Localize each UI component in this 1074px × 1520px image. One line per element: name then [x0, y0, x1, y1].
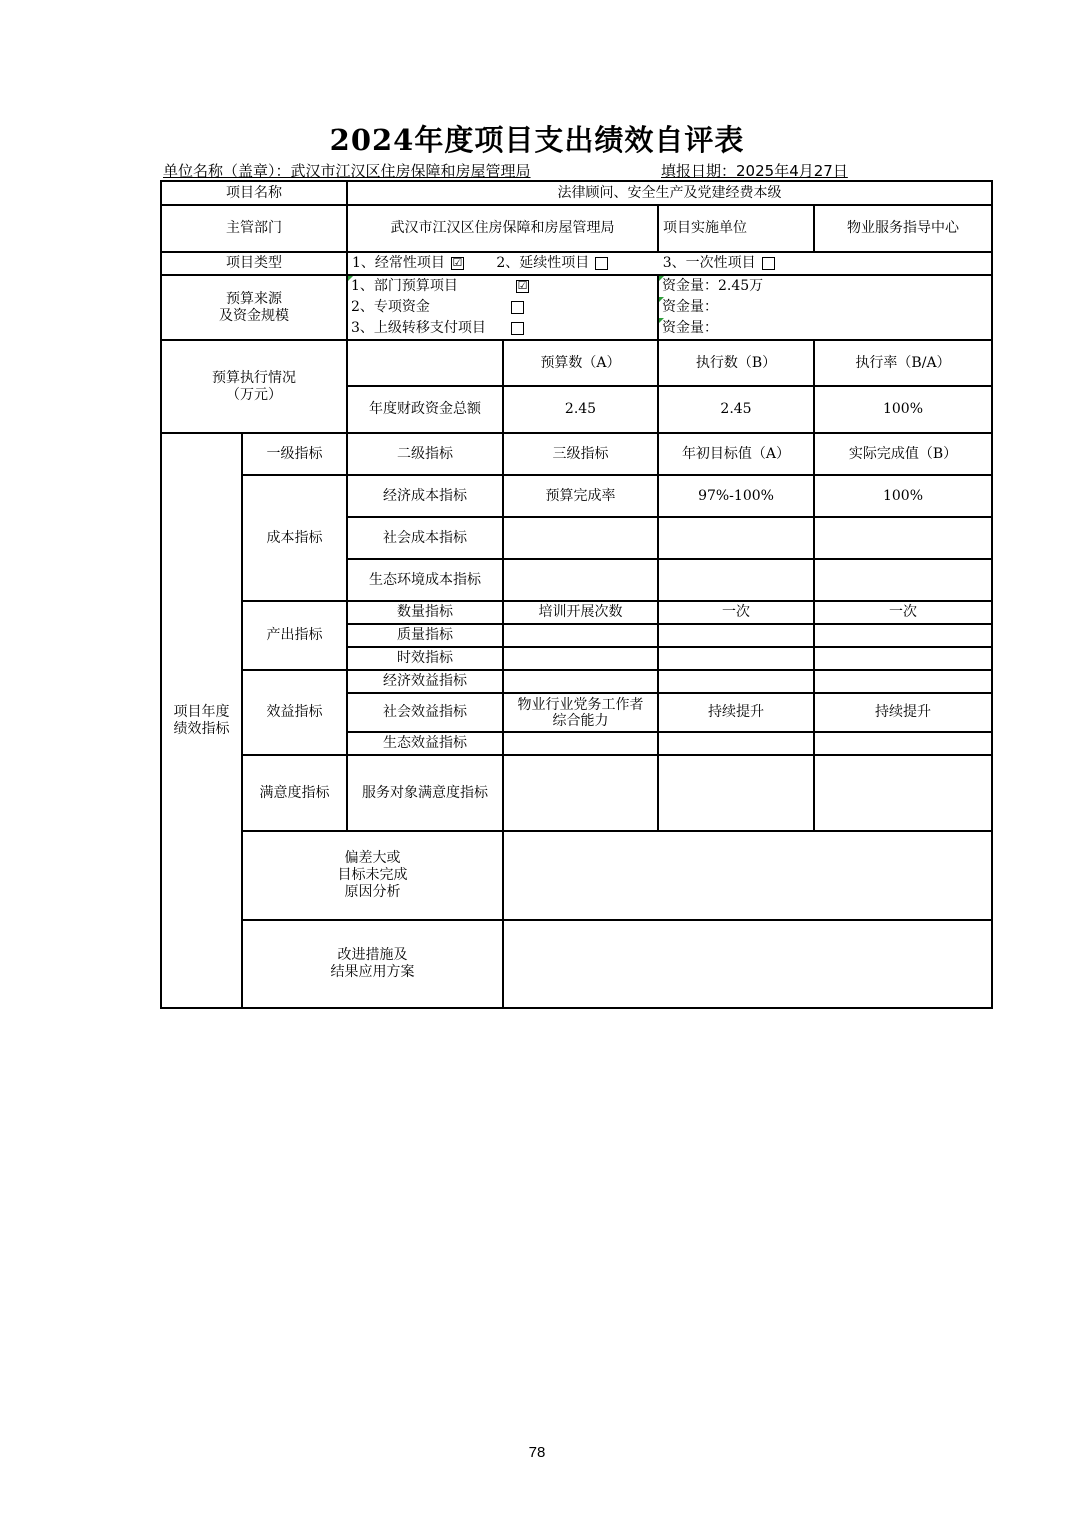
- project-type-label: 项目类型: [161, 252, 347, 275]
- type-option-1: 1、经常性项目: [352, 255, 445, 271]
- deviation-value: [503, 831, 992, 920]
- table-row: [161, 755, 992, 831]
- execution-header-row: [161, 340, 992, 386]
- fill-date-label: 填报日期：: [661, 162, 737, 180]
- cell-l3-line-2: 综合能力: [552, 712, 609, 729]
- source-item-2-text: 2、专项资金: [351, 299, 430, 315]
- page-title: 2024年度项目支出绩效自评表: [329, 123, 745, 157]
- cell-target: [658, 755, 814, 831]
- cell-l3: [503, 647, 658, 670]
- col-budget: 预算数（A）: [503, 340, 658, 386]
- unit-name: [163, 162, 531, 180]
- cell-l3: [503, 755, 658, 831]
- cell-l2: 数量指标: [347, 601, 503, 624]
- budget-amounts: [658, 275, 992, 340]
- budget-value: 2.45: [503, 386, 658, 433]
- cell-target: [658, 559, 814, 601]
- budget-source-label: [161, 275, 347, 340]
- cell-target: [658, 732, 814, 755]
- amount-1-text: 资金量：2.45万: [662, 278, 764, 294]
- amount-3-text: 资金量：: [662, 320, 718, 336]
- execution-label: [161, 340, 347, 433]
- indicator-side-label-1: 项目年度: [173, 703, 230, 720]
- type-option-2: 2、延续性项目: [496, 255, 590, 271]
- dept-row: [161, 205, 992, 252]
- unit-value: 武汉市江汉区住房保障和房屋管理局: [290, 162, 531, 180]
- output-label: 产出指标: [242, 601, 347, 670]
- budget-source-label-1: 预算来源: [226, 290, 282, 307]
- cell-l3: [503, 693, 658, 732]
- cell-target: [658, 647, 814, 670]
- amount-2-text: 资金量：: [662, 299, 718, 315]
- type-checkbox-3[interactable]: [762, 257, 775, 270]
- deviation-label-3: 原因分析: [344, 884, 401, 900]
- cell-l3: [503, 732, 658, 755]
- cell-l3: 预算完成率: [503, 475, 658, 517]
- cell-l2: 服务对象满意度指标: [347, 755, 503, 831]
- cell-l3: [503, 517, 658, 559]
- cell-actual: [814, 624, 992, 647]
- indicator-side-label-2: 绩效指标: [173, 720, 230, 737]
- evaluation-table: [160, 180, 993, 1009]
- budget-source-label-2: 及资金规模: [219, 307, 289, 324]
- execution-row-label: 年度财政资金总额: [347, 386, 503, 433]
- cell-target: 持续提升: [658, 693, 814, 732]
- cell-actual: [814, 517, 992, 559]
- cell-l2: 社会效益指标: [347, 693, 503, 732]
- source-checkbox-2[interactable]: [511, 301, 524, 314]
- cell-l2: 生态环境成本指标: [347, 559, 503, 601]
- improvement-label-1: 改进措施及: [337, 947, 408, 963]
- source-item-3: [351, 318, 655, 339]
- cell-actual: 一次: [814, 601, 992, 624]
- cell-l2: 生态效益指标: [347, 732, 503, 755]
- cell-l2: 社会成本指标: [347, 517, 503, 559]
- deviation-label: [242, 831, 503, 920]
- cell-actual: [814, 732, 992, 755]
- cell-l3: 培训开展次数: [503, 601, 658, 624]
- dept-value: 武汉市江汉区住房保障和房屋管理局: [347, 205, 658, 252]
- h-level2: 二级指标: [347, 433, 503, 475]
- table-row: [161, 475, 992, 517]
- impl-unit-value: 物业服务指导中心: [814, 205, 992, 252]
- h-target: 年初目标值（A）: [658, 433, 814, 475]
- cell-actual: 100%: [814, 475, 992, 517]
- comment-marker-icon: [659, 276, 664, 281]
- cell-target: 一次: [658, 601, 814, 624]
- cell-l2: 质量指标: [347, 624, 503, 647]
- deviation-row: [161, 831, 992, 920]
- comment-marker-icon: [659, 297, 664, 302]
- cost-label: 成本指标: [242, 475, 347, 601]
- project-type-options: [347, 252, 992, 275]
- cell-actual: [814, 670, 992, 693]
- cell-actual: [814, 559, 992, 601]
- cell-l3: [503, 624, 658, 647]
- project-name-value: 法律顾问、安全生产及党建经费本级: [347, 181, 992, 205]
- benefit-label: 效益指标: [242, 670, 347, 755]
- budget-source-row: [161, 275, 992, 340]
- table-row: [161, 601, 992, 624]
- cell-actual: 持续提升: [814, 693, 992, 732]
- amount-1: [662, 276, 989, 297]
- source-item-1-text: 1、部门预算项目: [351, 278, 458, 294]
- amount-2: [662, 297, 989, 318]
- type-checkbox-2[interactable]: [595, 257, 608, 270]
- cell-target: [658, 517, 814, 559]
- cell-target: [658, 670, 814, 693]
- dept-label: 主管部门: [161, 205, 347, 252]
- type-option-3: 3、一次性项目: [662, 255, 756, 271]
- project-name-label: 项目名称: [161, 181, 347, 205]
- h-level3: 三级指标: [503, 433, 658, 475]
- exec-value: 2.45: [658, 386, 814, 433]
- comment-marker-icon: [659, 318, 664, 323]
- execution-blank: [347, 340, 503, 386]
- unit-label: 单位名称（盖章）：: [163, 162, 291, 180]
- execution-label-1: 预算执行情况: [212, 369, 296, 386]
- source-item-2: [351, 297, 655, 318]
- type-checkbox-1[interactable]: ☑: [452, 255, 463, 269]
- indicator-side-label: [161, 433, 242, 1008]
- amount-3: [662, 318, 989, 339]
- cell-l3-line-1: 物业行业党务工作者: [517, 696, 644, 713]
- project-name-row: [161, 181, 992, 205]
- improvement-value: [503, 920, 992, 1008]
- cell-actual: [814, 755, 992, 831]
- deviation-label-2: 目标未完成: [337, 867, 408, 883]
- col-exec: 执行数（B）: [658, 340, 814, 386]
- source-item-3-text: 3、上级转移支付项目: [351, 320, 486, 336]
- cell-target: [658, 624, 814, 647]
- source-checkbox-1[interactable]: ☑: [517, 279, 528, 292]
- h-actual: 实际完成值（B）: [814, 433, 992, 475]
- source-item-1: [351, 276, 655, 297]
- indicator-header-row: [161, 433, 992, 475]
- col-rate: 执行率（B/A）: [814, 340, 992, 386]
- cell-target: 97%-100%: [658, 475, 814, 517]
- table-row: [161, 670, 992, 693]
- page-number: 78: [528, 1444, 546, 1461]
- execution-label-2: （万元）: [226, 386, 282, 403]
- improvement-row: [161, 920, 992, 1008]
- deviation-label-1: 偏差大或: [344, 850, 401, 866]
- comment-marker-icon: [348, 276, 353, 281]
- impl-unit-label: 项目实施单位: [658, 205, 814, 252]
- fill-date-value: 2025年4月27日: [736, 162, 848, 180]
- satisfaction-label: 满意度指标: [242, 755, 347, 831]
- fill-date: [661, 162, 848, 180]
- budget-source-items: [347, 275, 658, 340]
- cell-actual: [814, 647, 992, 670]
- rate-value: 100%: [814, 386, 992, 433]
- cell-l2: 经济效益指标: [347, 670, 503, 693]
- cell-l3: [503, 670, 658, 693]
- project-type-row: [161, 252, 992, 275]
- h-level1: 一级指标: [242, 433, 347, 475]
- cell-l2: 经济成本指标: [347, 475, 503, 517]
- cell-l2: 时效指标: [347, 647, 503, 670]
- improvement-label: [242, 920, 503, 1008]
- cell-l3: [503, 559, 658, 601]
- source-checkbox-3[interactable]: [511, 322, 524, 335]
- improvement-label-2: 结果应用方案: [330, 964, 415, 980]
